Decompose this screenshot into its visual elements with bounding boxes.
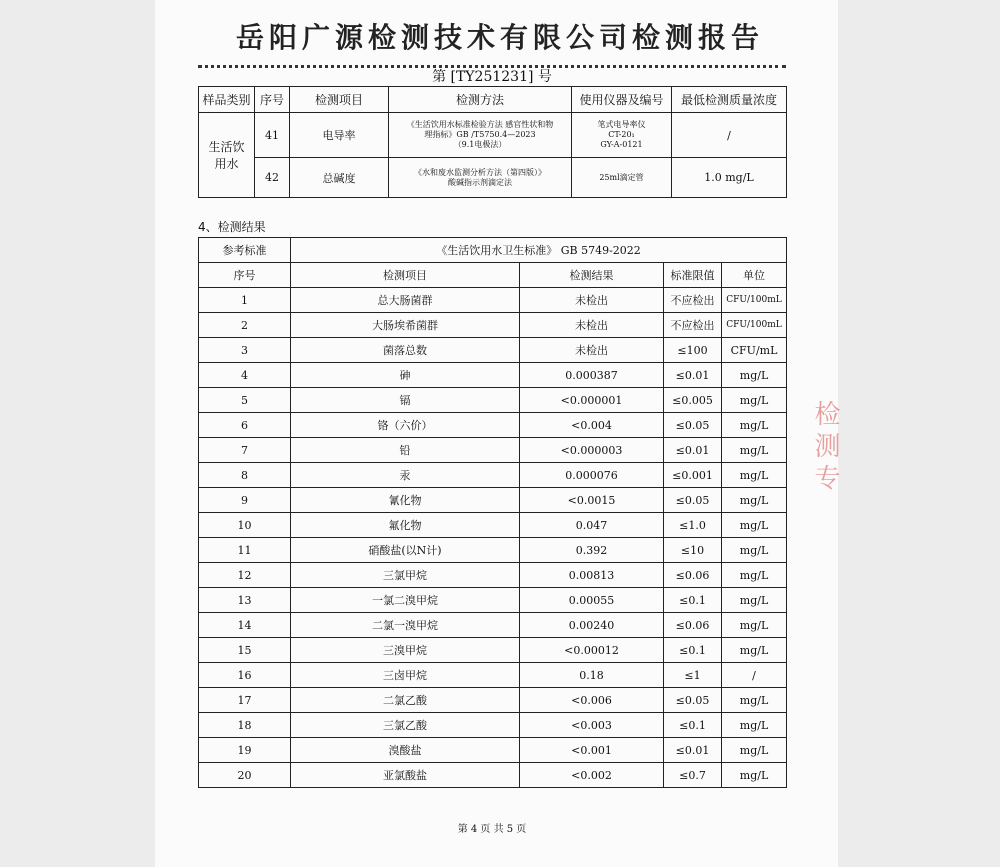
- cell-limit: 不应检出: [664, 288, 722, 313]
- cell-item: 溴酸盐: [291, 738, 520, 763]
- cell-result: 0.00240: [520, 613, 664, 638]
- header-cell: 样品类别: [199, 87, 255, 113]
- reference-value: 《生活饮用水卫生标准》 GB 5749-2022: [291, 238, 787, 263]
- cell-unit: CFU/100mL: [722, 313, 787, 338]
- instrument-line: CT-20₁: [608, 130, 635, 139]
- section-heading: 4、检测结果: [198, 220, 266, 234]
- cell-no: 5: [199, 388, 291, 413]
- cell-item: 大肠埃希菌群: [291, 313, 520, 338]
- cell-result: 未检出: [520, 313, 664, 338]
- cell-item: 总大肠菌群: [291, 288, 520, 313]
- cell-limit: ≤10: [664, 538, 722, 563]
- page-footer: 第 4 页 共 5 页: [457, 824, 527, 835]
- cell-result: <0.006: [520, 688, 664, 713]
- cell-result: 0.00055: [520, 588, 664, 613]
- cell-result: <0.001: [520, 738, 664, 763]
- cell-no: 17: [199, 688, 291, 713]
- row-item: 总碱度: [290, 158, 389, 198]
- cell-unit: mg/L: [722, 588, 787, 613]
- cell-limit: ≤1.0: [664, 513, 722, 538]
- cell-item: 二氯一溴甲烷: [291, 613, 520, 638]
- report-title: 岳阳广源检测技术有限公司检测报告: [235, 21, 764, 54]
- cell-result: <0.004: [520, 413, 664, 438]
- header-cell: 序号: [255, 87, 290, 113]
- cell-item: 汞: [291, 463, 520, 488]
- row-method: [389, 158, 572, 198]
- cell-limit: ≤0.1: [664, 638, 722, 663]
- cell-result: 0.000387: [520, 363, 664, 388]
- cell-item: 氰化物: [291, 488, 520, 513]
- table-row: [199, 713, 787, 738]
- cell-result: <0.002: [520, 763, 664, 788]
- report-page: [155, 0, 838, 867]
- cell-unit: mg/L: [722, 538, 787, 563]
- reference-row: [199, 238, 787, 263]
- cell-result: 未检出: [520, 288, 664, 313]
- cell-result: <0.000003: [520, 438, 664, 463]
- cell-unit: mg/L: [722, 438, 787, 463]
- cell-no: 3: [199, 338, 291, 363]
- table-row: [199, 563, 787, 588]
- cell-unit: mg/L: [722, 463, 787, 488]
- cell-limit: ≤100: [664, 338, 722, 363]
- cell-limit: ≤0.01: [664, 363, 722, 388]
- table-row: [199, 363, 787, 388]
- cell-limit: ≤0.001: [664, 463, 722, 488]
- header-cell: 检测方法: [389, 87, 572, 113]
- cell-unit: mg/L: [722, 613, 787, 638]
- table-row: [199, 338, 787, 363]
- method-line: （9.1电极法）: [453, 140, 507, 149]
- cell-no: 19: [199, 738, 291, 763]
- cell-unit: mg/L: [722, 488, 787, 513]
- row-item: 电导率: [290, 113, 389, 158]
- cell-no: 6: [199, 413, 291, 438]
- method-line: 《水和废水监测分析方法（第四版）》: [414, 167, 546, 177]
- cell-limit: ≤0.06: [664, 563, 722, 588]
- table-row: [199, 588, 787, 613]
- header-cell: 检测项目: [291, 263, 520, 288]
- table-row: [199, 463, 787, 488]
- table-row: [199, 763, 787, 788]
- cell-item: 二氯乙酸: [291, 688, 520, 713]
- cell-no: 15: [199, 638, 291, 663]
- instrument-line: 笔式电导率仪: [597, 120, 646, 129]
- cell-limit: ≤0.7: [664, 763, 722, 788]
- cell-item: 三溴甲烷: [291, 638, 520, 663]
- cell-item: 一氯二溴甲烷: [291, 588, 520, 613]
- instrument-line: GY-A-0121: [600, 140, 643, 149]
- cell-result: <0.0015: [520, 488, 664, 513]
- cell-item: 铬（六价）: [291, 413, 520, 438]
- cell-no: 4: [199, 363, 291, 388]
- cell-result: <0.003: [520, 713, 664, 738]
- cell-no: 7: [199, 438, 291, 463]
- method-line: 《生活饮用水标准检验方法 感官性状和物: [406, 120, 554, 129]
- row-method: [389, 113, 572, 158]
- cell-result: 0.047: [520, 513, 664, 538]
- table-row: [199, 513, 787, 538]
- cell-result: 0.392: [520, 538, 664, 563]
- table-row: [199, 638, 787, 663]
- cell-limit: ≤0.05: [664, 413, 722, 438]
- cell-no: 18: [199, 713, 291, 738]
- header-cell: 序号: [199, 263, 291, 288]
- row-min-conc: 1.0 mg/L: [672, 158, 787, 198]
- cell-unit: mg/L: [722, 388, 787, 413]
- cell-unit: mg/L: [722, 563, 787, 588]
- cell-no: 12: [199, 563, 291, 588]
- table-row: [199, 438, 787, 463]
- cell-result: 未检出: [520, 338, 664, 363]
- cell-limit: ≤1: [664, 663, 722, 688]
- cell-no: 16: [199, 663, 291, 688]
- cell-unit: CFU/mL: [722, 338, 787, 363]
- method-line: 理指标》GB /T5750.4—2023: [424, 130, 536, 139]
- cell-result: 0.00813: [520, 563, 664, 588]
- cell-item: 三氯乙酸: [291, 713, 520, 738]
- method-table-header: [199, 87, 787, 113]
- cell-no: 10: [199, 513, 291, 538]
- row-min-conc: /: [672, 113, 787, 158]
- cell-item: 砷: [291, 363, 520, 388]
- sample-category: 生活饮用水: [199, 113, 255, 198]
- report-number: 第 [TY251231] 号: [432, 69, 552, 85]
- row-instrument: [572, 158, 672, 198]
- cell-unit: mg/L: [722, 363, 787, 388]
- header-cell: 标准限值: [664, 263, 722, 288]
- cell-no: 11: [199, 538, 291, 563]
- header-cell: 最低检测质量浓度: [672, 87, 787, 113]
- cell-result: 0.18: [520, 663, 664, 688]
- cell-limit: ≤0.05: [664, 488, 722, 513]
- cell-unit: mg/L: [722, 738, 787, 763]
- cell-item: 三氯甲烷: [291, 563, 520, 588]
- cell-unit: mg/L: [722, 638, 787, 663]
- table-row: [199, 538, 787, 563]
- table-row: [199, 388, 787, 413]
- table-row: [199, 113, 787, 158]
- cell-item: 亚氯酸盐: [291, 763, 520, 788]
- cell-limit: ≤0.06: [664, 613, 722, 638]
- header-cell: 单位: [722, 263, 787, 288]
- cell-item: 菌落总数: [291, 338, 520, 363]
- cell-limit: ≤0.01: [664, 738, 722, 763]
- row-instrument: [572, 113, 672, 158]
- cell-limit: ≤0.01: [664, 438, 722, 463]
- cell-no: 8: [199, 463, 291, 488]
- results-header: [199, 263, 787, 288]
- cell-limit: ≤0.05: [664, 688, 722, 713]
- cell-limit: 不应检出: [664, 313, 722, 338]
- cell-result: <0.000001: [520, 388, 664, 413]
- cell-unit: mg/L: [722, 413, 787, 438]
- table-row: [199, 413, 787, 438]
- cell-result: 0.000076: [520, 463, 664, 488]
- table-row: [199, 488, 787, 513]
- table-row: [199, 613, 787, 638]
- method-table: [198, 86, 787, 198]
- table-row: [199, 738, 787, 763]
- row-no: 41: [255, 113, 290, 158]
- table-row: [199, 663, 787, 688]
- cell-unit: mg/L: [722, 763, 787, 788]
- cell-item: 三卤甲烷: [291, 663, 520, 688]
- method-line: 酸碱指示剂滴定法: [448, 177, 512, 187]
- cell-unit: mg/L: [722, 688, 787, 713]
- cell-no: 1: [199, 288, 291, 313]
- cell-no: 13: [199, 588, 291, 613]
- cell-no: 14: [199, 613, 291, 638]
- results-table: [198, 237, 787, 788]
- cell-no: 9: [199, 488, 291, 513]
- cell-item: 硝酸盐(以N计): [291, 538, 520, 563]
- table-row: [199, 313, 787, 338]
- cell-limit: ≤0.1: [664, 713, 722, 738]
- cell-item: 氟化物: [291, 513, 520, 538]
- cell-item: 铅: [291, 438, 520, 463]
- table-row: [199, 158, 787, 198]
- cell-result: <0.00012: [520, 638, 664, 663]
- cell-limit: ≤0.005: [664, 388, 722, 413]
- cell-unit: CFU/100mL: [722, 288, 787, 313]
- cell-limit: ≤0.1: [664, 588, 722, 613]
- cell-item: 镉: [291, 388, 520, 413]
- table-row: [199, 288, 787, 313]
- header-cell: 检测项目: [290, 87, 389, 113]
- stamp-seal: 检测专: [810, 400, 840, 496]
- header-cell: 检测结果: [520, 263, 664, 288]
- instrument-line: 25ml滴定管: [599, 172, 644, 182]
- header-cell: 使用仪器及编号: [572, 87, 672, 113]
- cell-unit: mg/L: [722, 713, 787, 738]
- table-row: [199, 688, 787, 713]
- reference-label: 参考标准: [199, 238, 291, 263]
- cell-no: 2: [199, 313, 291, 338]
- cell-unit: /: [722, 663, 787, 688]
- row-no: 42: [255, 158, 290, 198]
- cell-no: 20: [199, 763, 291, 788]
- cell-unit: mg/L: [722, 513, 787, 538]
